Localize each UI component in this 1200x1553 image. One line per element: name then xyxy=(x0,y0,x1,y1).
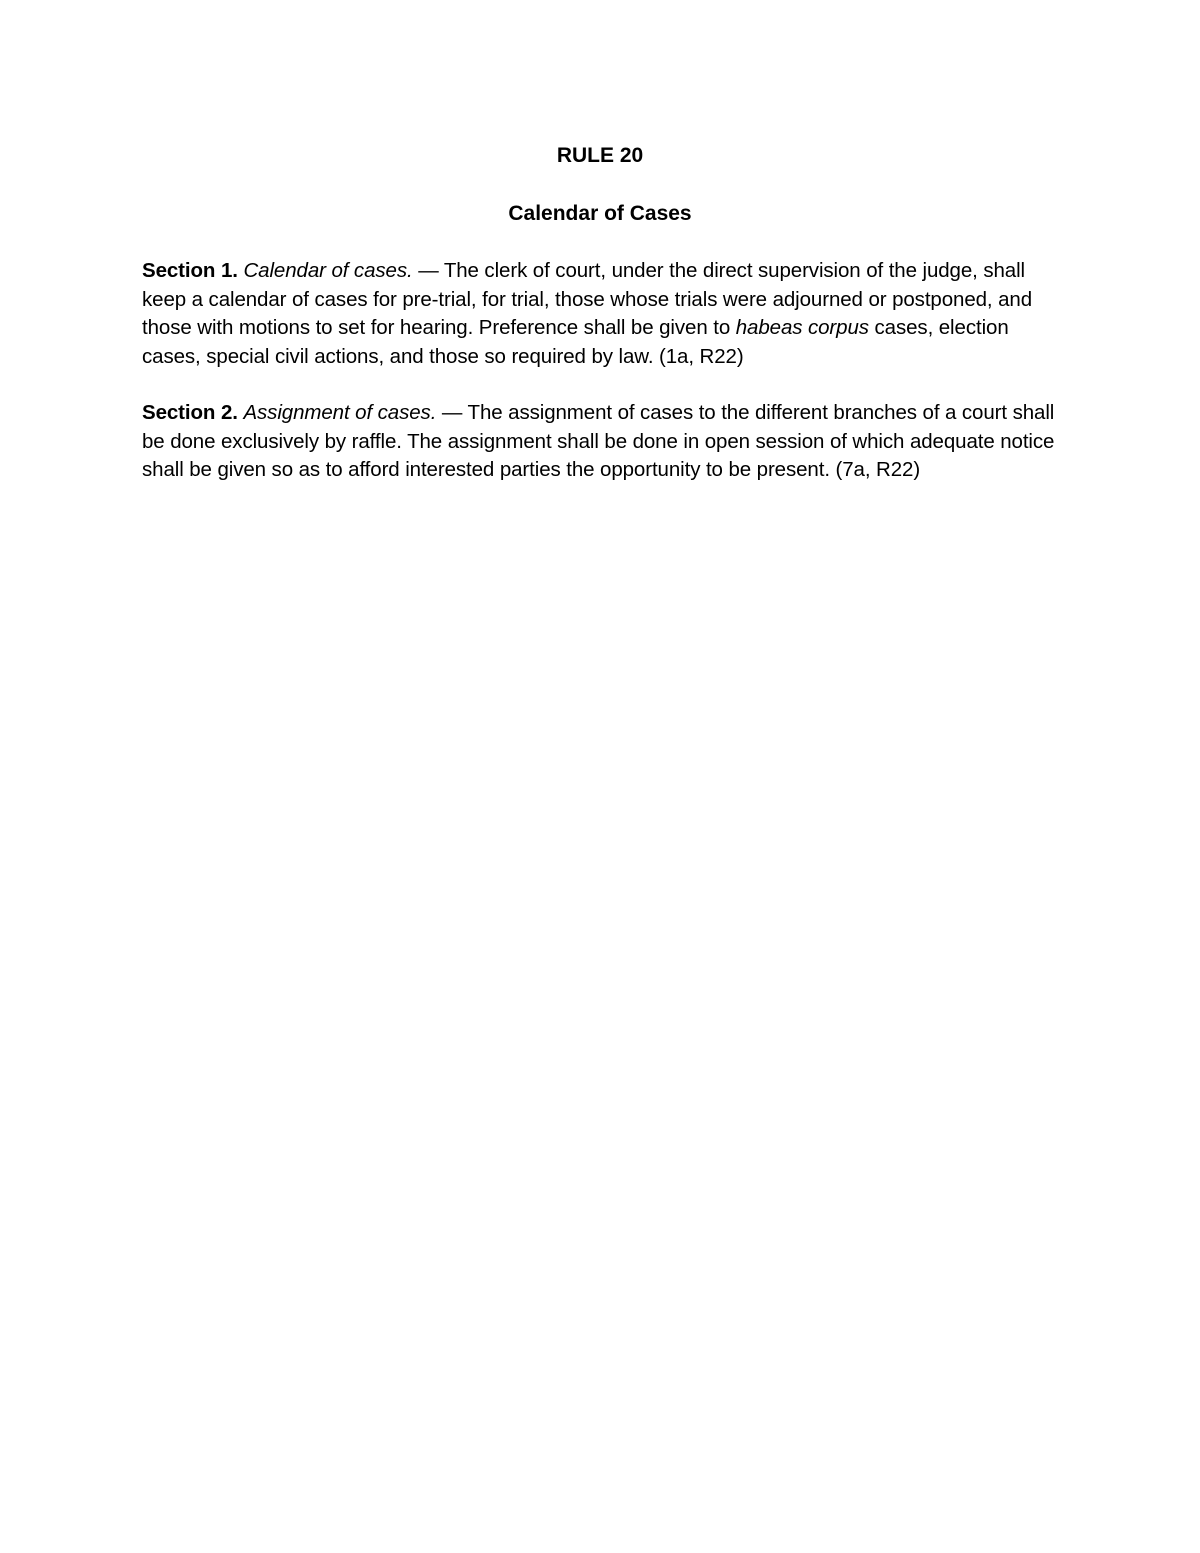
section-2-paragraph xyxy=(142,399,1062,485)
section-2-heading: Assignment of cases. xyxy=(243,401,437,424)
section-1-label: Section 1. xyxy=(142,259,238,282)
section-1-heading: Calendar of cases. xyxy=(243,259,413,282)
section-2-text: — The assignment of cases to the different branches of a court shall be done exclusively by raffle. The assignment shall be done in open session of which adequate notice shall be given so as to afford interested parties the opportunity to be present. (7a, R22) xyxy=(142,401,1055,481)
section-1-text-part-2: cases, election cases, special civil actions, and those so required by law. (1a, R22) xyxy=(142,316,1009,368)
section-1-paragraph xyxy=(142,257,1062,371)
section-1-text-part-1: — The clerk of court, under the direct supervision of the judge, shall keep a calendar of cases for pre-trial, for trial, those whose trials were adjourned or postponed, and those with motions to set for hearing. Preference shall be given to xyxy=(142,259,1033,339)
rule-title: Calendar of Cases xyxy=(508,202,692,225)
section-1-emphasis: habeas corpus xyxy=(735,316,869,339)
section-2-label: Section 2. xyxy=(142,401,238,424)
rule-number: RULE 20 xyxy=(556,144,644,167)
